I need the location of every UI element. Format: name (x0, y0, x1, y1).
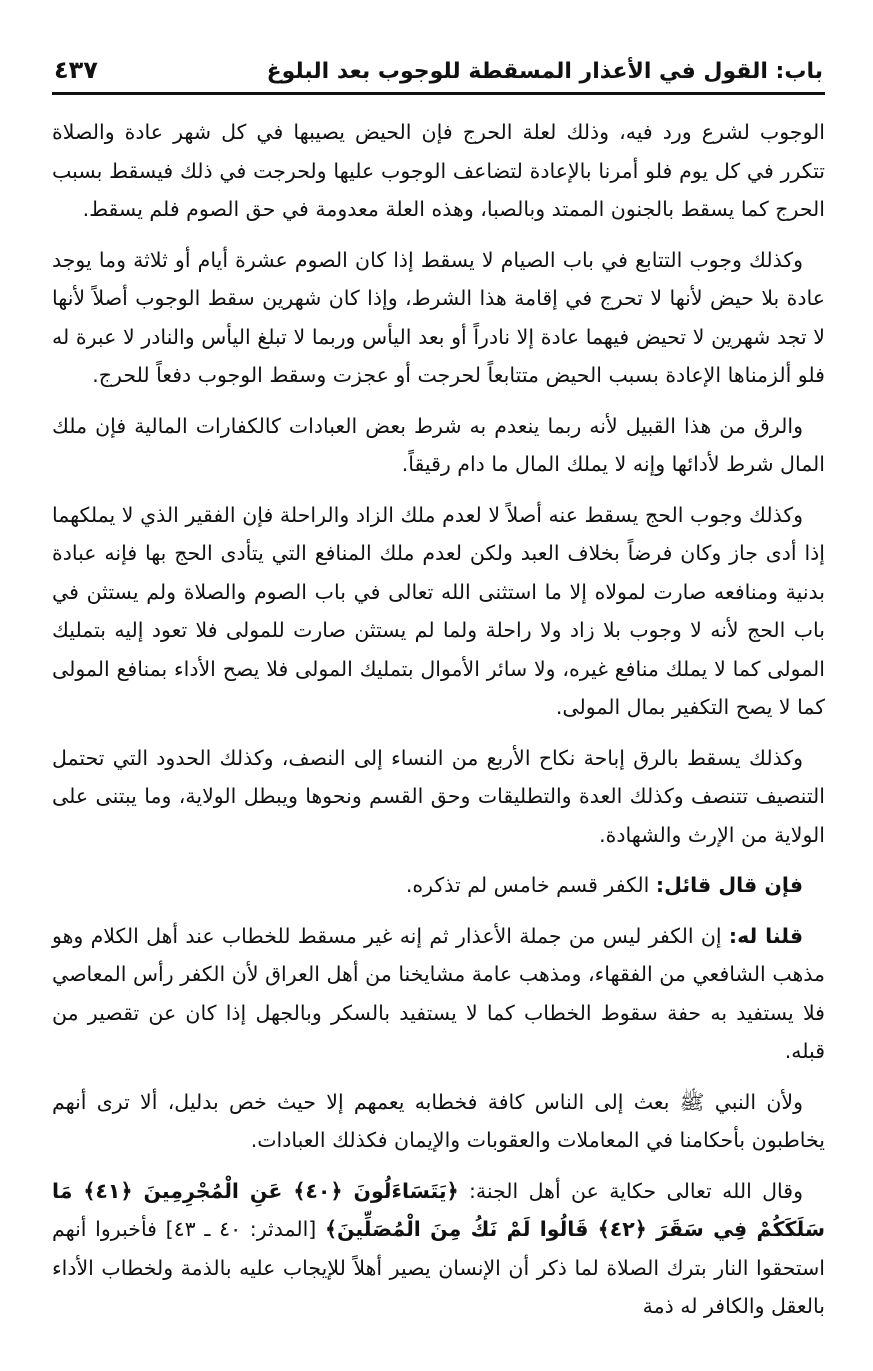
quran-verse: ﴿يَتَسَاءَلُونَ ﴿٤٠﴾ عَنِ الْمُجْرِمِينَ ﴿٤١﴾ مَا سَلَكَكُمْ فِي سَقَرَ ﴿٤٢﴾ قَالُوا لَمْ نَكُ مِنَ الْمُصَلِّينَ﴾ (52, 1178, 825, 1241)
chapter-title: باب: القول في الأعذار المسقطة للوجوب بعد البلوغ (266, 59, 823, 84)
paragraph-text: ولأن النبي ﷺ بعث إلى الناس كافة فخطابه يعمهم إلا حيث خص بدليل، ألا ترى أنهم يخاطبون بأحكامنا في المعاملات والعقوبات والإيمان فكذلك العبادات. (52, 1089, 825, 1152)
paragraph-text: الكفر قسم خامس لم تذكره. (405, 873, 656, 897)
paragraph (52, 866, 825, 905)
paragraph-text: الوجوب لشرع ورد فيه، وذلك لعلة الحرج فإن الحيض يصيبها في كل شهر عادة والصلاة تتكرر في كل يوم فلو أمرنا بالإعادة لتضاعف الوجوب عليها ولحرجت في ذلك فيسقط بسبب الحرج كما يسقط بالجنون الممتد وبالصبا، وهذه العلة معدومة في حق الصوم فلم يسقط. (52, 120, 825, 221)
paragraph-text: وكذلك يسقط بالرق إباحة نكاح الأربع من النساء إلى النصف، وكذلك الحدود التي تحتمل التنصيف تتنصف وكذلك العدة والتطليقات وحق القسم ونحوها ويبطل الولاية، وما يبتنى على الولاية من الإرث والشهادة. (52, 745, 825, 847)
reply-lead: قلنا له: (728, 923, 804, 948)
paragraph (52, 241, 825, 395)
objection-lead: فإن قال قائل: (655, 873, 803, 897)
paragraph (52, 1172, 825, 1326)
paragraph-text: وكذلك وجوب التتابع في باب الصيام لا يسقط إذا كان الصوم عشرة أيام أو ثلاثة وما يوجد عادة بلا حيض لأنها لا تحرج في إقامة هذا الشرط، وإذا كان شهرين سقط الوجوب أصلاً لأنها لا تجد شهرين لا تحيض فيهما عادة إلا نادراً أو بعد اليأس وربما لا تبلغ اليأس والنادر لا عبرة له فلو ألزمناها الإعادة بسبب الحيض متتابعاً لحرجت أو عجزت وسقط الوجوب دفعاً للحرج. (52, 247, 825, 387)
page-number: ٤٣٧ (54, 56, 98, 84)
paragraph (52, 739, 825, 855)
page-header (52, 56, 825, 95)
paragraph-text: وقال الله تعالى حكاية عن أهل الجنة: (458, 1178, 804, 1203)
paragraph (52, 1083, 825, 1160)
paragraph (52, 917, 825, 1071)
paragraph-text: وكذلك وجوب الحج يسقط عنه أصلاً لا لعدم ملك الزاد والراحلة فإن الفقير الذي لا يملكهما إذا أدى جاز وكان فرضاً بخلاف العبد ولكن لعدم ملك المنافع التي يتأدى الحج بها فإنه عبادة بدنية ومنافعه صارت لمولاه إلا ما استثنى الله تعالى في باب الصوم والصلاة ولم يستثن في باب الحج لأنه لا وجوب بلا زاد ولا راحلة ولما لم يستثن صارت للمولى فلا تعود إليه بتمليك المولى كما لا يملك منافع غيره، ولا سائر الأموال بتمليك المولى فلا يصح الأداء بمنافع المولى كما لا يصح التكفير بمال المولى. (52, 502, 825, 719)
paragraph-text: إن الكفر ليس من جملة الأعذار ثم إنه غير مسقط للخطاب عند أهل الكلام وهو مذهب الشافعي من الفقهاء، ومذهب عامة مشايخنا من أهل العراق لأن الكفر رأس المعاصي فلا يستفيد به حفة سقوط الخطاب كما لا يستفيد بالسكر وبالجهل إذا كان عن تقصير من قبله. (52, 923, 825, 1063)
paragraph (52, 496, 825, 727)
paragraph (52, 407, 825, 484)
paragraph-text: والرق من هذا القبيل لأنه ربما ينعدم به شرط بعض العبادات كالكفارات المالية فإن ملك المال شرط لأدائها وإنه لا يملك المال ما دام رقيقاً. (52, 413, 825, 476)
paragraph (52, 113, 825, 229)
paragraph-text-tail: [المدثر: ٤٠ ـ ٤٣] فأخبروا أنهم استحقوا النار بترك الصلاة لما ذكر أن الإنسان يصير أهلاً للإيجاب عليه بالذمة ولخطاب الأداء بالعقل والكافر له ذمة (52, 1217, 825, 1318)
page-body (52, 113, 825, 1326)
